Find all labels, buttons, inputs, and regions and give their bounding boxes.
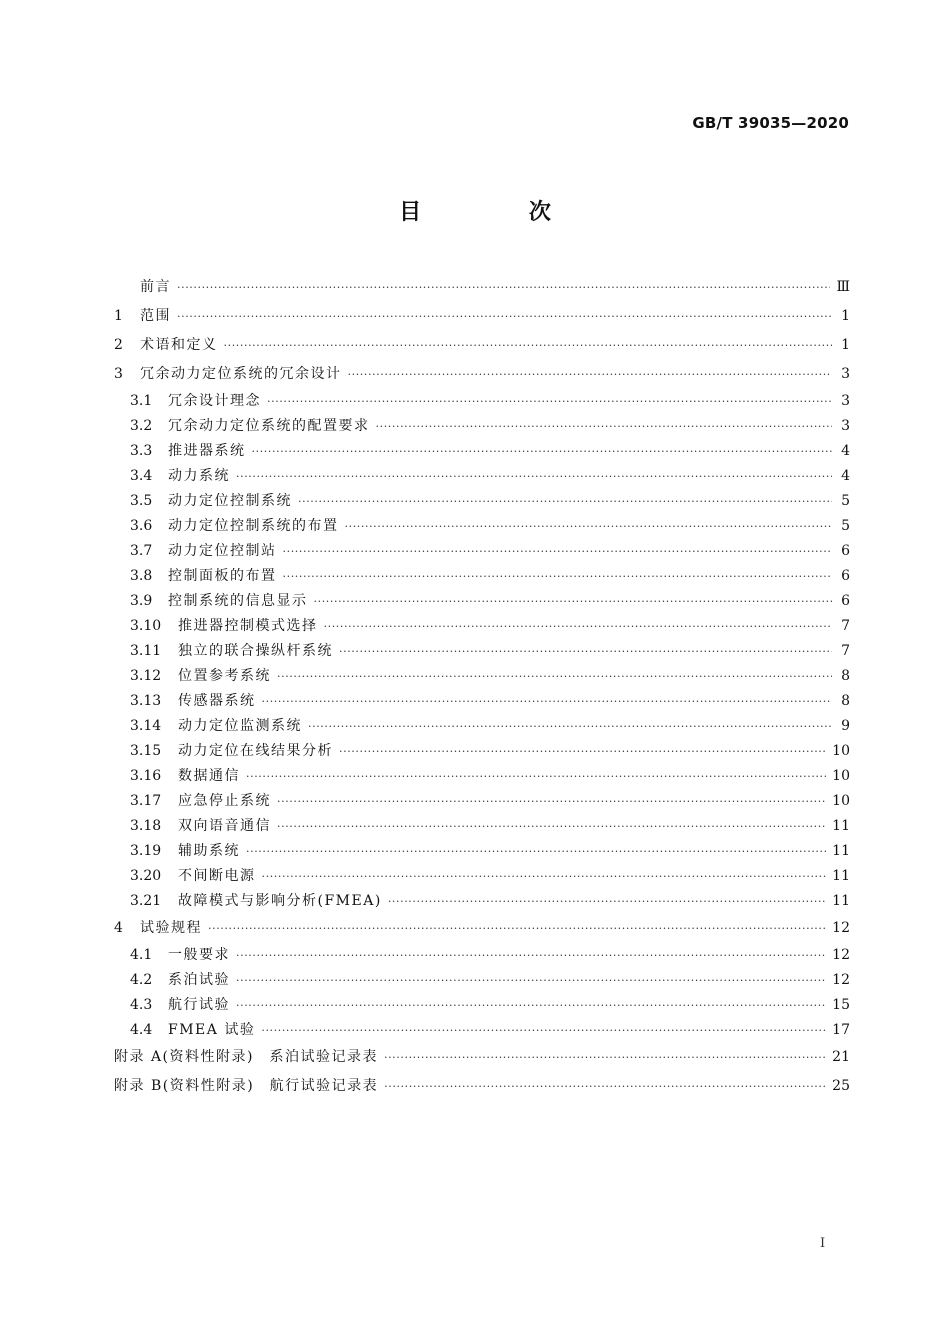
toc-entry[interactable] xyxy=(114,1018,850,1043)
toc-leader-dots xyxy=(267,389,832,414)
toc-leader-dots xyxy=(345,514,833,539)
toc-entry-label: 动力定位监测系统 xyxy=(178,718,302,734)
toc-entry[interactable] xyxy=(114,514,850,539)
toc-entry-label: 冗余动力定位系统的配置要求 xyxy=(168,418,370,434)
toc-leader-dots xyxy=(277,789,826,814)
standard-code: GB/T 39035—2020 xyxy=(692,114,849,132)
toc-entry-label: 推进器控制模式选择 xyxy=(178,618,318,634)
toc-entry-label: 双向语音通信 xyxy=(178,818,271,834)
toc-leader-dots xyxy=(388,889,826,914)
toc-entry[interactable] xyxy=(114,414,850,439)
toc-entry-label: 动力定位在线结果分析 xyxy=(178,743,333,759)
toc-entry-label: 不间断电源 xyxy=(178,868,256,884)
toc-entry-label: 试验规程 xyxy=(140,920,202,936)
toc-entry-label: 动力定位控制系统的布置 xyxy=(168,518,339,534)
toc-leader-dots xyxy=(236,943,826,968)
toc-entry[interactable] xyxy=(114,864,850,889)
toc-entry-page: 7 xyxy=(841,643,850,659)
toc-entry[interactable] xyxy=(114,789,850,814)
toc-leader-dots xyxy=(262,689,833,714)
toc-entry-label: 术语和定义 xyxy=(140,337,218,353)
toc-entry-label: 故障模式与影响分析(FMEA) xyxy=(178,893,382,909)
toc-leader-dots xyxy=(208,914,826,943)
toc-entry-label: 附录 A(资料性附录) 系泊试验记录表 xyxy=(114,1049,378,1065)
toc-entry-label: 推进器系统 xyxy=(168,443,246,459)
toc-entry-number: 3.2 xyxy=(130,418,153,434)
toc-entry-label: 数据通信 xyxy=(178,768,240,784)
toc-entry-page: 12 xyxy=(832,920,850,936)
toc-entry-page: 10 xyxy=(832,793,850,809)
toc-entry-number: 3.8 xyxy=(130,568,153,584)
toc-entry-label: 冗余设计理念 xyxy=(168,393,261,409)
toc-entry-page: 3 xyxy=(841,418,850,434)
toc-entry[interactable] xyxy=(114,360,850,389)
page-number: I xyxy=(820,1236,826,1251)
toc-entry-label: FMEA 试验 xyxy=(168,1022,256,1038)
toc-entry[interactable] xyxy=(114,464,850,489)
toc-entry-number: 3.3 xyxy=(130,443,153,459)
toc-leader-dots xyxy=(261,1018,826,1043)
toc-entry-page: Ⅲ xyxy=(836,279,850,295)
toc-entry-number: 4.4 xyxy=(130,1022,153,1038)
toc-entry[interactable] xyxy=(114,968,850,993)
toc-entry-page: 11 xyxy=(832,818,850,834)
toc-leader-dots xyxy=(314,589,833,614)
toc-entry-number: 4.2 xyxy=(130,972,153,988)
toc-leader-dots xyxy=(324,614,833,639)
toc-entry-number: 3.14 xyxy=(130,718,162,734)
toc-entry-number: 3.11 xyxy=(130,643,162,659)
toc-entry-number: 3.13 xyxy=(130,693,162,709)
toc-entry-page: 11 xyxy=(832,843,850,859)
toc-entry-number: 3.5 xyxy=(130,493,153,509)
toc-entry[interactable] xyxy=(114,539,850,564)
toc-leader-dots xyxy=(246,839,826,864)
toc-entry-number: 3.9 xyxy=(130,593,153,609)
toc-entry-page: 10 xyxy=(832,743,850,759)
toc-entry-page: 12 xyxy=(832,947,850,963)
toc-leader-dots xyxy=(277,664,832,689)
toc-leader-dots xyxy=(236,464,832,489)
toc-leader-dots xyxy=(236,968,826,993)
toc-entry-label: 一般要求 xyxy=(168,947,230,963)
toc-entry[interactable] xyxy=(114,689,850,714)
toc-entry-label: 辅助系统 xyxy=(178,843,240,859)
toc-entry[interactable] xyxy=(114,889,850,914)
toc-entry[interactable] xyxy=(114,639,850,664)
toc-entry[interactable] xyxy=(114,1072,850,1101)
toc-entry-page: 3 xyxy=(841,393,850,409)
toc-entry-number: 3.7 xyxy=(130,543,153,559)
toc-entry[interactable] xyxy=(114,614,850,639)
toc-entry-page: 9 xyxy=(841,718,850,734)
toc-entry-label: 冗余动力定位系统的冗余设计 xyxy=(140,366,342,382)
toc-entry-page: 6 xyxy=(841,543,850,559)
toc-leader-dots xyxy=(298,489,832,514)
toc-entry-page: 4 xyxy=(841,443,850,459)
toc-entry[interactable] xyxy=(114,914,850,943)
toc-entry-page: 10 xyxy=(832,768,850,784)
toc-entry[interactable] xyxy=(114,331,850,360)
toc-leader-dots xyxy=(252,439,833,464)
toc-entry-label: 位置参考系统 xyxy=(178,668,271,684)
toc-entry-label: 动力定位控制站 xyxy=(168,543,277,559)
toc-entry-page: 3 xyxy=(841,366,850,382)
toc-entry-page: 5 xyxy=(841,518,850,534)
toc-entry-number: 3.6 xyxy=(130,518,153,534)
toc-entry-page: 8 xyxy=(841,668,850,684)
toc-entry-number: 2 xyxy=(114,337,123,353)
toc-entry-label: 控制面板的布置 xyxy=(168,568,277,584)
toc-entry-label: 范围 xyxy=(140,308,171,324)
toc-entry-label: 前言 xyxy=(140,279,171,295)
toc-leader-dots xyxy=(384,1072,826,1101)
toc-entry-page: 1 xyxy=(841,308,850,324)
toc-leader-dots xyxy=(246,764,826,789)
toc-entry-page: 5 xyxy=(841,493,850,509)
toc-entry-page: 17 xyxy=(832,1022,850,1038)
toc-entry-page: 4 xyxy=(841,468,850,484)
toc-entry[interactable] xyxy=(114,302,850,331)
toc-leader-dots xyxy=(224,331,833,360)
toc-entry-number: 3 xyxy=(114,366,123,382)
toc-entry-number: 4.3 xyxy=(130,997,153,1013)
toc-entry-number: 3.19 xyxy=(130,843,162,859)
toc-entry-number: 3.15 xyxy=(130,743,162,759)
toc-entry-label: 动力系统 xyxy=(168,468,230,484)
toc-leader-dots xyxy=(348,360,833,389)
toc-entry-page: 8 xyxy=(841,693,850,709)
toc-entry-number: 3.18 xyxy=(130,818,162,834)
page-title: 目 次 xyxy=(399,200,601,225)
toc-leader-dots xyxy=(384,1043,826,1072)
toc-entry[interactable] xyxy=(114,389,850,414)
toc-entry-page: 6 xyxy=(841,593,850,609)
toc-leader-dots xyxy=(262,864,827,889)
toc-entry-number: 3.4 xyxy=(130,468,153,484)
toc-entry[interactable] xyxy=(114,739,850,764)
toc-entry-page: 11 xyxy=(832,893,850,909)
toc-entry[interactable] xyxy=(114,839,850,864)
toc-leader-dots xyxy=(177,273,830,302)
toc-entry-page: 11 xyxy=(832,868,850,884)
toc-entry-number: 3.21 xyxy=(130,893,162,909)
toc-entry[interactable] xyxy=(114,489,850,514)
toc-entry-page: 25 xyxy=(832,1078,850,1094)
toc-entry-number: 3.12 xyxy=(130,668,162,684)
toc-leader-dots xyxy=(283,539,833,564)
toc-entry-label: 动力定位控制系统 xyxy=(168,493,292,509)
toc-leader-dots xyxy=(177,302,832,331)
toc-entry-label: 传感器系统 xyxy=(178,693,256,709)
toc-entry-page: 6 xyxy=(841,568,850,584)
toc-entry-number: 4.1 xyxy=(130,947,153,963)
toc-leader-dots xyxy=(236,993,826,1018)
toc-entry-page: 1 xyxy=(841,337,850,353)
table-of-contents xyxy=(114,273,850,1101)
toc-entry[interactable] xyxy=(114,439,850,464)
toc-entry[interactable] xyxy=(114,814,850,839)
toc-entry-number: 4 xyxy=(114,920,123,936)
toc-entry-page: 21 xyxy=(832,1049,850,1065)
toc-entry-page: 12 xyxy=(832,972,850,988)
toc-leader-dots xyxy=(277,814,826,839)
toc-entry-label: 航行试验 xyxy=(168,997,230,1013)
toc-leader-dots xyxy=(308,714,832,739)
toc-entry[interactable] xyxy=(114,993,850,1018)
toc-entry-number: 3.10 xyxy=(130,618,162,634)
toc-entry[interactable] xyxy=(114,943,850,968)
toc-entry-number: 3.20 xyxy=(130,868,162,884)
toc-entry[interactable] xyxy=(114,589,850,614)
toc-entry[interactable] xyxy=(114,664,850,689)
toc-entry-number: 3.17 xyxy=(130,793,162,809)
toc-entry-number: 1 xyxy=(114,308,123,324)
toc-entry-label: 应急停止系统 xyxy=(178,793,271,809)
toc-entry[interactable] xyxy=(114,273,850,302)
toc-leader-dots xyxy=(283,564,833,589)
toc-entry-label: 独立的联合操纵杆系统 xyxy=(178,643,333,659)
toc-entry-number: 3.16 xyxy=(130,768,162,784)
toc-leader-dots xyxy=(339,639,832,664)
toc-entry[interactable] xyxy=(114,564,850,589)
toc-entry-page: 7 xyxy=(841,618,850,634)
toc-entry-number: 3.1 xyxy=(130,393,153,409)
toc-entry-page: 15 xyxy=(832,997,850,1013)
toc-entry-label: 附录 B(资料性附录) 航行试验记录表 xyxy=(114,1078,379,1094)
toc-leader-dots xyxy=(339,739,826,764)
toc-entry-label: 系泊试验 xyxy=(168,972,230,988)
toc-entry[interactable] xyxy=(114,714,850,739)
toc-entry-label: 控制系统的信息显示 xyxy=(168,593,308,609)
toc-entry[interactable] xyxy=(114,764,850,789)
toc-leader-dots xyxy=(376,414,833,439)
toc-entry[interactable] xyxy=(114,1043,850,1072)
